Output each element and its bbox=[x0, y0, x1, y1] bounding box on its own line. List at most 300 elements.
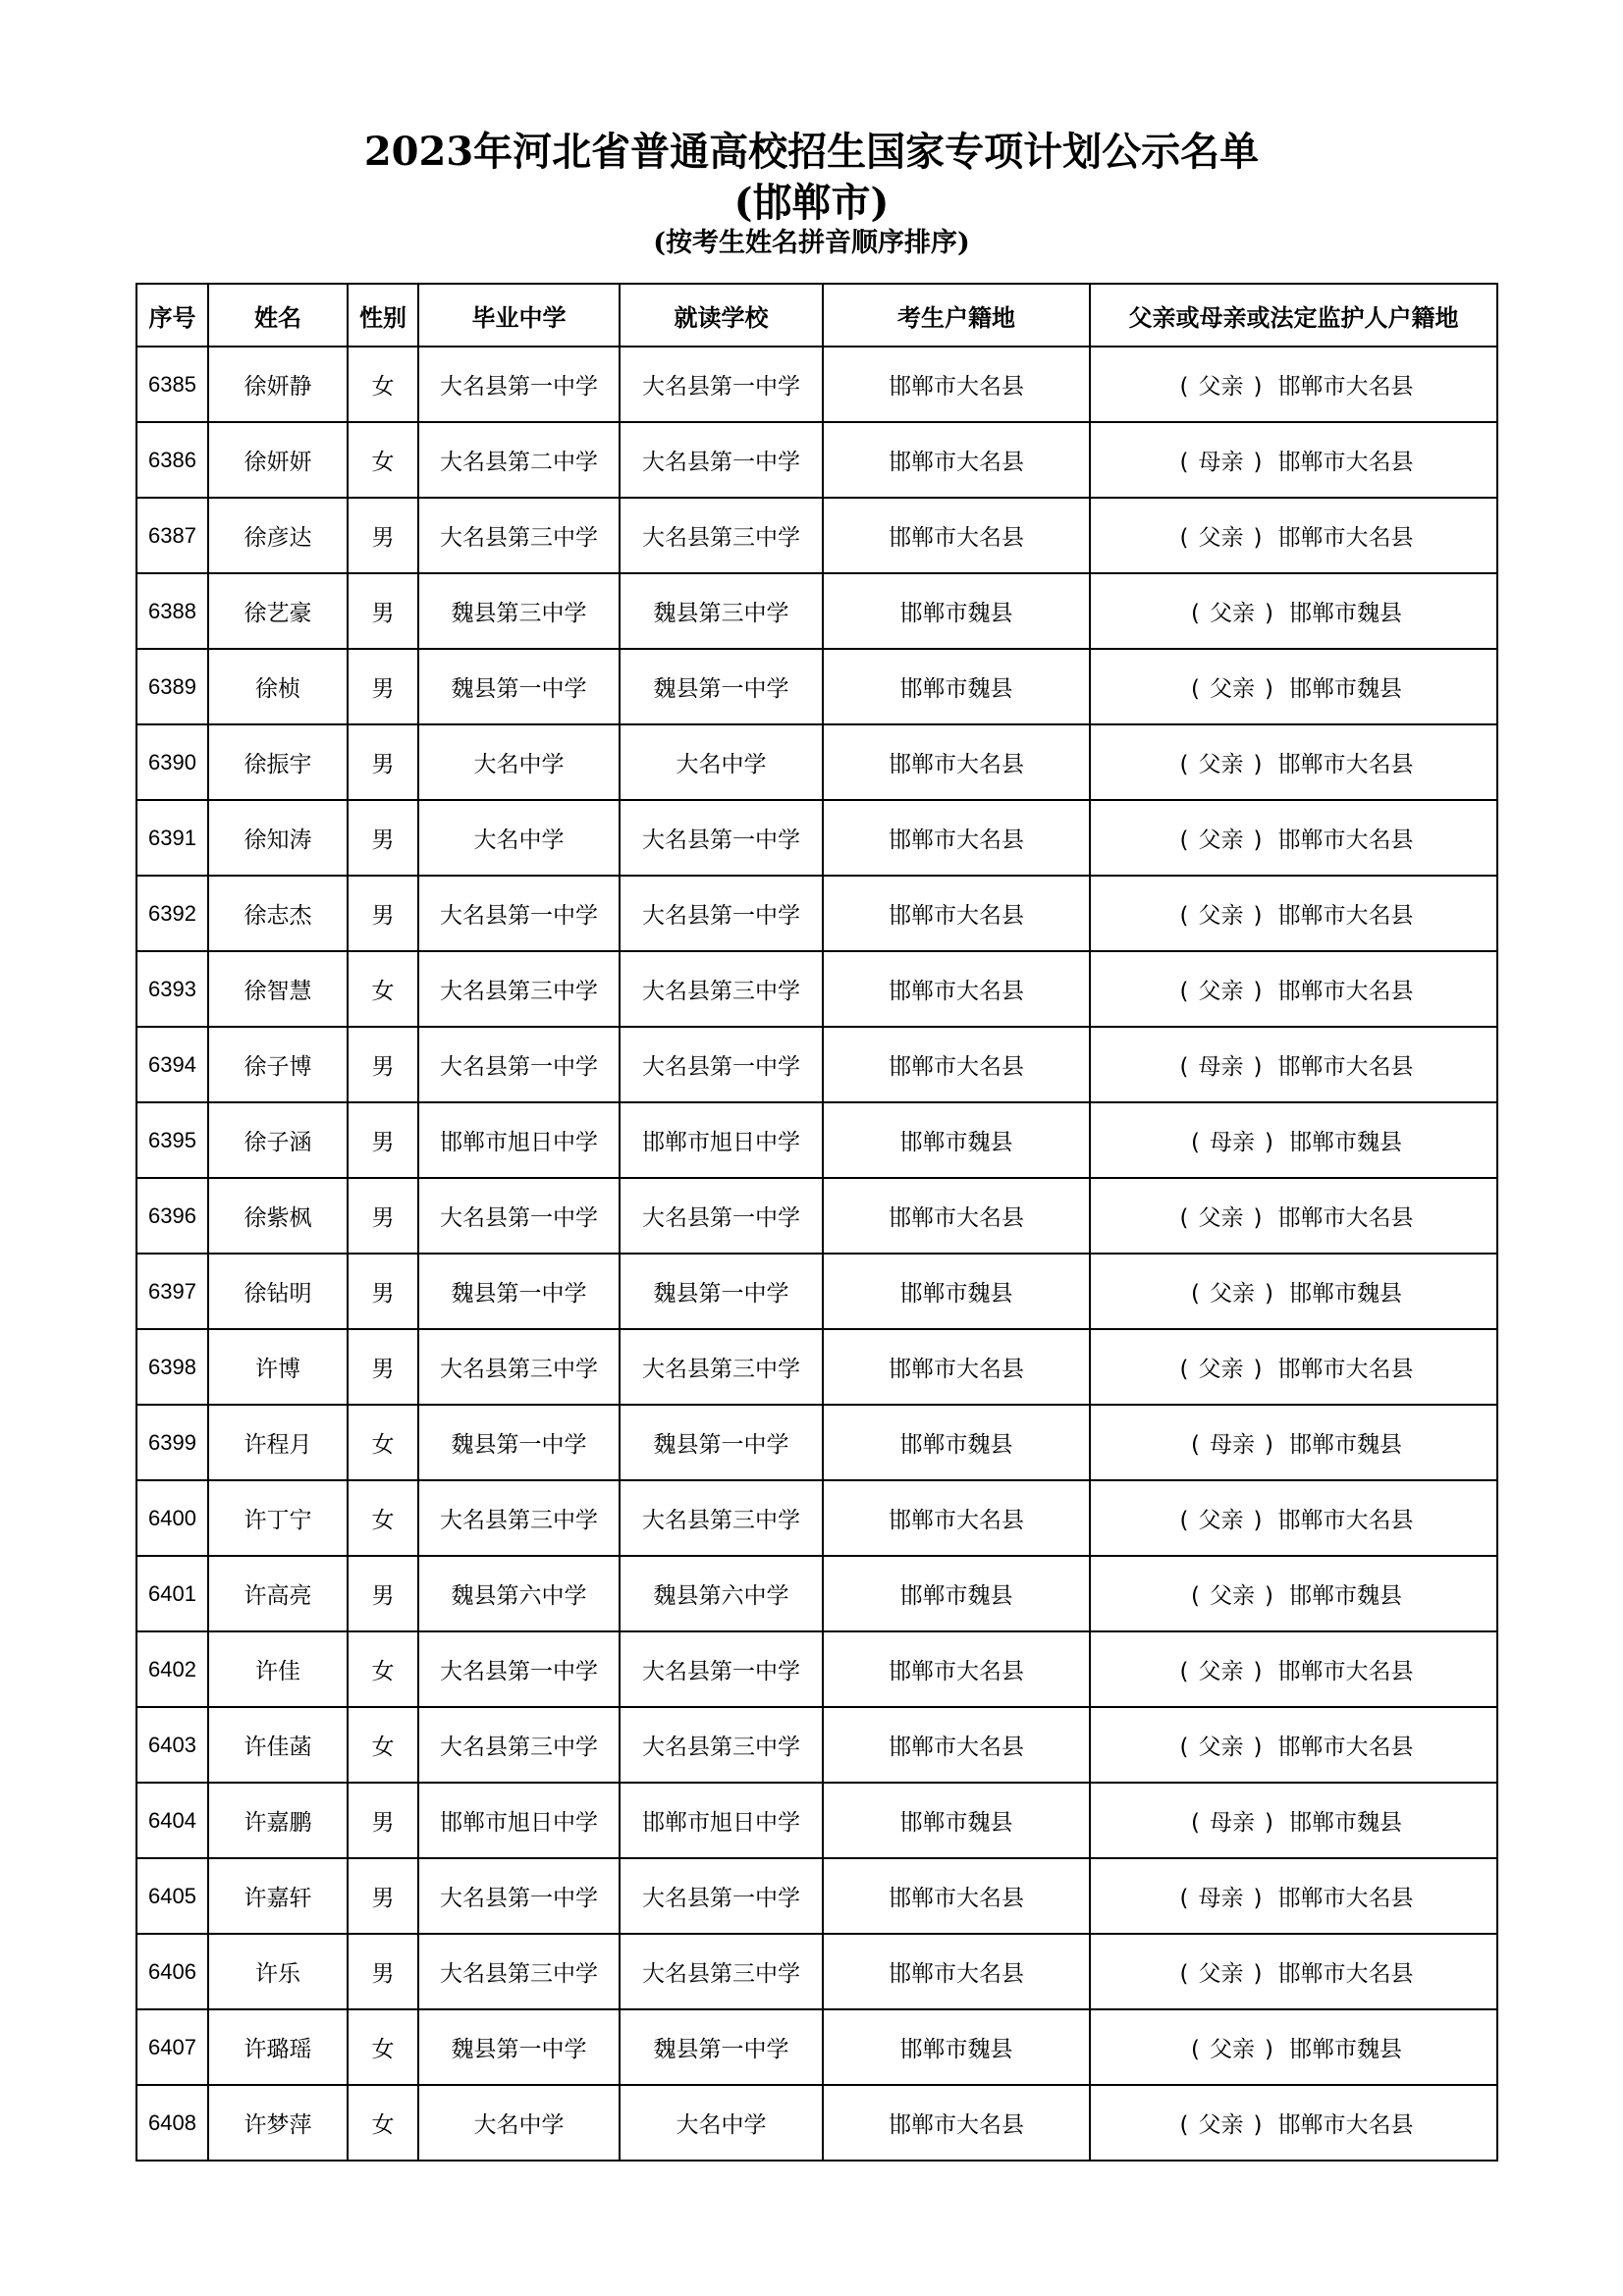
cell-hukou: 邯郸市魏县 bbox=[823, 1254, 1090, 1329]
cell-current-school: 大名县第一中学 bbox=[620, 422, 823, 498]
guardian-relation: 父亲 bbox=[1210, 1281, 1255, 1307]
guardian-hukou: 邯郸市大名县 bbox=[1277, 1659, 1414, 1684]
guardian-relation: 父亲 bbox=[1210, 2037, 1255, 2062]
guardian-hukou: 邯郸市魏县 bbox=[1288, 1281, 1402, 1307]
cell-gender: 男 bbox=[348, 876, 418, 951]
guardian-paren-close: ) bbox=[1265, 1281, 1273, 1307]
cell-no: 6387 bbox=[136, 498, 208, 573]
table-row bbox=[136, 1405, 1497, 1480]
guardian-relation: 父亲 bbox=[1210, 676, 1255, 702]
guardian-paren-open: ( bbox=[1179, 374, 1189, 400]
guardian-paren-open: ( bbox=[1179, 450, 1189, 475]
guardian-hukou: 邯郸市大名县 bbox=[1277, 374, 1414, 400]
guardian-hukou: 邯郸市大名县 bbox=[1277, 752, 1414, 777]
guardian-relation: 母亲 bbox=[1210, 1130, 1255, 1155]
guardian-hukou: 邯郸市大名县 bbox=[1277, 1961, 1414, 1987]
table-row bbox=[136, 1783, 1497, 1858]
cell-no: 6404 bbox=[136, 1783, 208, 1858]
guardian-hukou: 邯郸市魏县 bbox=[1288, 1432, 1402, 1458]
table-row bbox=[136, 1027, 1497, 1102]
cell-current-school: 大名县第一中学 bbox=[620, 1858, 823, 1934]
table-row bbox=[136, 1707, 1497, 1783]
guardian-hukou: 邯郸市大名县 bbox=[1277, 525, 1414, 551]
header-guardian-hukou: 父亲或母亲或法定监护人户籍地 bbox=[1090, 284, 1497, 347]
cell-gender: 男 bbox=[348, 498, 418, 573]
cell-no: 6392 bbox=[136, 876, 208, 951]
cell-current-school: 大名县第三中学 bbox=[620, 1934, 823, 2009]
guardian-paren-close: ) bbox=[1253, 1508, 1263, 1533]
guardian-relation: 父亲 bbox=[1210, 601, 1255, 626]
guardian-paren-close: ) bbox=[1253, 1357, 1263, 1382]
cell-name: 许嘉鹏 bbox=[208, 1783, 348, 1858]
cell-no: 6406 bbox=[136, 1934, 208, 2009]
table-row bbox=[136, 422, 1497, 498]
table-row bbox=[136, 1631, 1497, 1707]
cell-gender: 男 bbox=[348, 1329, 418, 1405]
cell-guardian bbox=[1090, 1631, 1497, 1707]
cell-grad-school: 大名县第二中学 bbox=[418, 422, 620, 498]
cell-gender: 女 bbox=[348, 1631, 418, 1707]
guardian-hukou: 邯郸市魏县 bbox=[1288, 2037, 1402, 2062]
cell-hukou: 邯郸市魏县 bbox=[823, 2009, 1090, 2085]
cell-name: 许乐 bbox=[208, 1934, 348, 2009]
guardian-relation: 父亲 bbox=[1198, 2112, 1244, 2138]
guardian-paren-open: ( bbox=[1179, 1961, 1189, 1987]
cell-no: 6408 bbox=[136, 2085, 208, 2161]
cell-grad-school: 魏县第一中学 bbox=[418, 649, 620, 724]
table-row bbox=[136, 1254, 1497, 1329]
cell-current-school: 邯郸市旭日中学 bbox=[620, 1102, 823, 1178]
header-current-school: 就读学校 bbox=[620, 284, 823, 347]
cell-current-school: 大名县第一中学 bbox=[620, 1178, 823, 1254]
cell-name: 许程月 bbox=[208, 1405, 348, 1480]
cell-guardian bbox=[1090, 1178, 1497, 1254]
cell-hukou: 邯郸市大名县 bbox=[823, 1178, 1090, 1254]
cell-gender: 女 bbox=[348, 422, 418, 498]
cell-no: 6405 bbox=[136, 1858, 208, 1934]
table-row bbox=[136, 1102, 1497, 1178]
cell-name: 徐紫枫 bbox=[208, 1178, 348, 1254]
header-no: 序号 bbox=[136, 284, 208, 347]
cell-grad-school: 魏县第一中学 bbox=[418, 1254, 620, 1329]
guardian-paren-close: ) bbox=[1253, 1886, 1263, 1911]
guardian-paren-close: ) bbox=[1253, 1961, 1263, 1987]
cell-name: 徐彦达 bbox=[208, 498, 348, 573]
guardian-relation: 父亲 bbox=[1198, 903, 1244, 929]
cell-name: 徐子涵 bbox=[208, 1102, 348, 1178]
cell-hukou: 邯郸市大名县 bbox=[823, 1858, 1090, 1934]
cell-hukou: 邯郸市大名县 bbox=[823, 2085, 1090, 2161]
cell-guardian bbox=[1090, 724, 1497, 800]
cell-gender: 女 bbox=[348, 2009, 418, 2085]
cell-name: 徐智慧 bbox=[208, 951, 348, 1027]
cell-current-school: 大名县第一中学 bbox=[620, 876, 823, 951]
cell-guardian bbox=[1090, 422, 1497, 498]
cell-grad-school: 大名中学 bbox=[418, 724, 620, 800]
cell-grad-school: 大名中学 bbox=[418, 2085, 620, 2161]
table-body bbox=[136, 347, 1497, 2161]
guardian-hukou: 邯郸市大名县 bbox=[1277, 1735, 1414, 1760]
cell-gender: 女 bbox=[348, 1480, 418, 1556]
guardian-paren-open: ( bbox=[1179, 1357, 1189, 1382]
cell-name: 许璐瑶 bbox=[208, 2009, 348, 2085]
cell-name: 徐桢 bbox=[208, 649, 348, 724]
cell-guardian bbox=[1090, 800, 1497, 876]
roster-table bbox=[135, 283, 1498, 2162]
guardian-paren-close: ) bbox=[1253, 1205, 1263, 1231]
cell-guardian bbox=[1090, 2085, 1497, 2161]
cell-name: 徐艺豪 bbox=[208, 573, 348, 649]
cell-name: 徐妍静 bbox=[208, 347, 348, 422]
cell-hukou: 邯郸市大名县 bbox=[823, 1329, 1090, 1405]
table-row bbox=[136, 347, 1497, 422]
table-row bbox=[136, 2085, 1497, 2161]
cell-grad-school: 大名县第三中学 bbox=[418, 1480, 620, 1556]
cell-grad-school: 魏县第一中学 bbox=[418, 1405, 620, 1480]
cell-grad-school: 邯郸市旭日中学 bbox=[418, 1783, 620, 1858]
cell-current-school: 大名县第三中学 bbox=[620, 498, 823, 573]
guardian-paren-open: ( bbox=[1179, 1205, 1189, 1231]
cell-name: 徐钻明 bbox=[208, 1254, 348, 1329]
cell-grad-school: 大名县第一中学 bbox=[418, 1178, 620, 1254]
guardian-relation: 父亲 bbox=[1198, 979, 1244, 1004]
cell-hukou: 邯郸市魏县 bbox=[823, 573, 1090, 649]
guardian-hukou: 邯郸市大名县 bbox=[1277, 1357, 1414, 1382]
cell-grad-school: 大名县第三中学 bbox=[418, 951, 620, 1027]
cell-current-school: 大名县第三中学 bbox=[620, 1329, 823, 1405]
guardian-paren-close: ) bbox=[1265, 1810, 1273, 1836]
cell-hukou: 邯郸市大名县 bbox=[823, 1027, 1090, 1102]
guardian-paren-open: ( bbox=[1179, 979, 1189, 1004]
cell-gender: 女 bbox=[348, 2085, 418, 2161]
guardian-hukou: 邯郸市大名县 bbox=[1277, 1054, 1414, 1080]
cell-hukou: 邯郸市大名县 bbox=[823, 498, 1090, 573]
guardian-paren-open: ( bbox=[1179, 903, 1189, 929]
guardian-paren-open: ( bbox=[1179, 1735, 1189, 1760]
cell-hukou: 邯郸市魏县 bbox=[823, 1783, 1090, 1858]
guardian-paren-close: ) bbox=[1253, 1659, 1263, 1684]
guardian-relation: 父亲 bbox=[1198, 1659, 1244, 1684]
cell-gender: 女 bbox=[348, 1707, 418, 1783]
cell-hukou: 邯郸市大名县 bbox=[823, 1480, 1090, 1556]
table-row bbox=[136, 1480, 1497, 1556]
cell-gender: 男 bbox=[348, 1102, 418, 1178]
guardian-paren-open: ( bbox=[1191, 676, 1200, 702]
cell-hukou: 邯郸市大名县 bbox=[823, 347, 1090, 422]
cell-current-school: 大名县第三中学 bbox=[620, 951, 823, 1027]
guardian-relation: 父亲 bbox=[1198, 752, 1244, 777]
guardian-paren-open: ( bbox=[1191, 601, 1200, 626]
cell-grad-school: 大名县第三中学 bbox=[418, 1707, 620, 1783]
cell-guardian bbox=[1090, 1254, 1497, 1329]
guardian-paren-close: ) bbox=[1253, 903, 1263, 929]
header-hukou: 考生户籍地 bbox=[823, 284, 1090, 347]
guardian-relation: 父亲 bbox=[1198, 1508, 1244, 1533]
cell-hukou: 邯郸市大名县 bbox=[823, 724, 1090, 800]
cell-guardian bbox=[1090, 649, 1497, 724]
guardian-paren-open: ( bbox=[1191, 2037, 1200, 2062]
guardian-paren-close: ) bbox=[1253, 525, 1263, 551]
guardian-paren-open: ( bbox=[1179, 752, 1189, 777]
guardian-relation: 父亲 bbox=[1198, 828, 1244, 853]
cell-gender: 男 bbox=[348, 1556, 418, 1631]
guardian-hukou: 邯郸市大名县 bbox=[1277, 450, 1414, 475]
cell-guardian bbox=[1090, 876, 1497, 951]
guardian-paren-close: ) bbox=[1265, 1583, 1273, 1609]
cell-guardian bbox=[1090, 1102, 1497, 1178]
cell-guardian bbox=[1090, 2009, 1497, 2085]
cell-current-school: 大名县第一中学 bbox=[620, 1631, 823, 1707]
guardian-paren-close: ) bbox=[1265, 601, 1273, 626]
cell-guardian bbox=[1090, 1027, 1497, 1102]
cell-guardian bbox=[1090, 1556, 1497, 1631]
cell-current-school: 魏县第一中学 bbox=[620, 1254, 823, 1329]
guardian-hukou: 邯郸市魏县 bbox=[1288, 676, 1402, 702]
cell-current-school: 大名中学 bbox=[620, 724, 823, 800]
guardian-relation: 父亲 bbox=[1198, 525, 1244, 551]
guardian-paren-open: ( bbox=[1191, 1810, 1200, 1836]
guardian-relation: 父亲 bbox=[1198, 1357, 1244, 1382]
cell-grad-school: 大名县第三中学 bbox=[418, 1329, 620, 1405]
table-row bbox=[136, 876, 1497, 951]
cell-no: 6393 bbox=[136, 951, 208, 1027]
table-row bbox=[136, 573, 1497, 649]
cell-guardian bbox=[1090, 951, 1497, 1027]
cell-current-school: 邯郸市旭日中学 bbox=[620, 1783, 823, 1858]
cell-hukou: 邯郸市魏县 bbox=[823, 1556, 1090, 1631]
table-row bbox=[136, 800, 1497, 876]
table-row bbox=[136, 1934, 1497, 2009]
cell-guardian bbox=[1090, 1858, 1497, 1934]
guardian-relation: 父亲 bbox=[1198, 1735, 1244, 1760]
header-name: 姓名 bbox=[208, 284, 348, 347]
cell-name: 徐子博 bbox=[208, 1027, 348, 1102]
cell-hukou: 邯郸市大名县 bbox=[823, 422, 1090, 498]
cell-no: 6395 bbox=[136, 1102, 208, 1178]
guardian-paren-open: ( bbox=[1191, 1130, 1200, 1155]
cell-grad-school: 大名县第三中学 bbox=[418, 1934, 620, 2009]
cell-grad-school: 邯郸市旭日中学 bbox=[418, 1102, 620, 1178]
cell-hukou: 邯郸市魏县 bbox=[823, 649, 1090, 724]
guardian-paren-open: ( bbox=[1179, 828, 1189, 853]
cell-hukou: 邯郸市魏县 bbox=[823, 1102, 1090, 1178]
cell-current-school: 大名县第一中学 bbox=[620, 800, 823, 876]
cell-current-school: 魏县第一中学 bbox=[620, 1405, 823, 1480]
cell-grad-school: 魏县第一中学 bbox=[418, 2009, 620, 2085]
cell-no: 6400 bbox=[136, 1480, 208, 1556]
cell-no: 6394 bbox=[136, 1027, 208, 1102]
document-title: 2023年河北省普通高校招生国家专项计划公示名单 bbox=[363, 129, 1260, 175]
guardian-paren-close: ) bbox=[1253, 828, 1263, 853]
document-sort-note: (按考生姓名拼音顺序排序) bbox=[653, 228, 970, 258]
guardian-paren-open: ( bbox=[1191, 1432, 1200, 1458]
document-city: (邯郸市) bbox=[733, 180, 890, 226]
cell-hukou: 邯郸市大名县 bbox=[823, 951, 1090, 1027]
cell-guardian bbox=[1090, 1783, 1497, 1858]
table-header bbox=[136, 284, 1497, 347]
guardian-hukou: 邯郸市大名县 bbox=[1277, 979, 1414, 1004]
guardian-paren-open: ( bbox=[1191, 1281, 1200, 1307]
table-row bbox=[136, 649, 1497, 724]
guardian-paren-close: ) bbox=[1253, 1054, 1263, 1080]
guardian-paren-open: ( bbox=[1191, 1583, 1200, 1609]
cell-guardian bbox=[1090, 1405, 1497, 1480]
cell-no: 6407 bbox=[136, 2009, 208, 2085]
cell-gender: 男 bbox=[348, 649, 418, 724]
table-row bbox=[136, 1556, 1497, 1631]
table-row bbox=[136, 1329, 1497, 1405]
table-row bbox=[136, 1858, 1497, 1934]
header-row bbox=[136, 284, 1497, 347]
guardian-relation: 母亲 bbox=[1210, 1810, 1255, 1836]
guardian-hukou: 邯郸市魏县 bbox=[1288, 1810, 1402, 1836]
guardian-hukou: 邯郸市大名县 bbox=[1277, 903, 1414, 929]
cell-grad-school: 魏县第六中学 bbox=[418, 1556, 620, 1631]
guardian-hukou: 邯郸市大名县 bbox=[1277, 1508, 1414, 1533]
cell-hukou: 邯郸市大名县 bbox=[823, 800, 1090, 876]
guardian-paren-close: ) bbox=[1253, 374, 1263, 400]
header-gender: 性别 bbox=[348, 284, 418, 347]
guardian-paren-open: ( bbox=[1179, 525, 1189, 551]
cell-name: 许博 bbox=[208, 1329, 348, 1405]
cell-no: 6386 bbox=[136, 422, 208, 498]
cell-guardian bbox=[1090, 1329, 1497, 1405]
cell-guardian bbox=[1090, 347, 1497, 422]
guardian-hukou: 邯郸市大名县 bbox=[1277, 1886, 1414, 1911]
table-row bbox=[136, 2009, 1497, 2085]
guardian-relation: 父亲 bbox=[1198, 374, 1244, 400]
cell-no: 6391 bbox=[136, 800, 208, 876]
cell-gender: 男 bbox=[348, 573, 418, 649]
guardian-relation: 母亲 bbox=[1210, 1432, 1255, 1458]
cell-grad-school: 大名中学 bbox=[418, 800, 620, 876]
guardian-paren-close: ) bbox=[1265, 676, 1273, 702]
cell-hukou: 邯郸市大名县 bbox=[823, 1631, 1090, 1707]
guardian-relation: 母亲 bbox=[1198, 1886, 1244, 1911]
guardian-hukou: 邯郸市大名县 bbox=[1277, 828, 1414, 853]
guardian-hukou: 邯郸市大名县 bbox=[1277, 2112, 1414, 2138]
cell-current-school: 大名县第一中学 bbox=[620, 347, 823, 422]
guardian-relation: 母亲 bbox=[1198, 450, 1244, 475]
guardian-paren-close: ) bbox=[1253, 979, 1263, 1004]
guardian-hukou: 邯郸市大名县 bbox=[1277, 1205, 1414, 1231]
guardian-paren-open: ( bbox=[1179, 1054, 1189, 1080]
cell-hukou: 邯郸市大名县 bbox=[823, 1934, 1090, 2009]
cell-name: 许高亮 bbox=[208, 1556, 348, 1631]
cell-name: 许佳菡 bbox=[208, 1707, 348, 1783]
guardian-paren-open: ( bbox=[1179, 1508, 1189, 1533]
cell-grad-school: 大名县第一中学 bbox=[418, 347, 620, 422]
cell-gender: 男 bbox=[348, 800, 418, 876]
cell-gender: 男 bbox=[348, 1178, 418, 1254]
cell-grad-school: 大名县第三中学 bbox=[418, 498, 620, 573]
cell-gender: 男 bbox=[348, 1783, 418, 1858]
cell-name: 徐振宇 bbox=[208, 724, 348, 800]
cell-gender: 女 bbox=[348, 1405, 418, 1480]
guardian-hukou: 邯郸市魏县 bbox=[1288, 1130, 1402, 1155]
cell-name: 徐志杰 bbox=[208, 876, 348, 951]
cell-gender: 男 bbox=[348, 724, 418, 800]
cell-gender: 女 bbox=[348, 347, 418, 422]
guardian-paren-close: ) bbox=[1253, 752, 1263, 777]
cell-no: 6403 bbox=[136, 1707, 208, 1783]
cell-name: 徐知涛 bbox=[208, 800, 348, 876]
cell-guardian bbox=[1090, 1480, 1497, 1556]
header-grad-school: 毕业中学 bbox=[418, 284, 620, 347]
cell-grad-school: 大名县第一中学 bbox=[418, 1858, 620, 1934]
guardian-paren-close: ) bbox=[1265, 1432, 1273, 1458]
cell-no: 6399 bbox=[136, 1405, 208, 1480]
cell-name: 许梦萍 bbox=[208, 2085, 348, 2161]
cell-name: 徐妍妍 bbox=[208, 422, 348, 498]
cell-no: 6397 bbox=[136, 1254, 208, 1329]
cell-current-school: 魏县第三中学 bbox=[620, 573, 823, 649]
guardian-paren-close: ) bbox=[1253, 450, 1263, 475]
guardian-relation: 父亲 bbox=[1198, 1205, 1244, 1231]
table-row bbox=[136, 498, 1497, 573]
cell-gender: 男 bbox=[348, 1934, 418, 2009]
cell-current-school: 魏县第一中学 bbox=[620, 649, 823, 724]
cell-hukou: 邯郸市大名县 bbox=[823, 1707, 1090, 1783]
guardian-relation: 父亲 bbox=[1210, 1583, 1255, 1609]
guardian-paren-close: ) bbox=[1253, 1735, 1263, 1760]
guardian-relation: 母亲 bbox=[1198, 1054, 1244, 1080]
cell-name: 许嘉轩 bbox=[208, 1858, 348, 1934]
cell-no: 6385 bbox=[136, 347, 208, 422]
cell-name: 许丁宁 bbox=[208, 1480, 348, 1556]
guardian-paren-open: ( bbox=[1179, 2112, 1189, 2138]
guardian-relation: 父亲 bbox=[1198, 1961, 1244, 1987]
cell-gender: 男 bbox=[348, 1027, 418, 1102]
cell-current-school: 大名中学 bbox=[620, 2085, 823, 2161]
cell-guardian bbox=[1090, 1934, 1497, 2009]
cell-current-school: 魏县第一中学 bbox=[620, 2009, 823, 2085]
cell-grad-school: 大名县第一中学 bbox=[418, 1027, 620, 1102]
guardian-paren-open: ( bbox=[1179, 1886, 1189, 1911]
cell-no: 6389 bbox=[136, 649, 208, 724]
cell-grad-school: 大名县第一中学 bbox=[418, 1631, 620, 1707]
cell-grad-school: 大名县第一中学 bbox=[418, 876, 620, 951]
cell-no: 6402 bbox=[136, 1631, 208, 1707]
table-row bbox=[136, 724, 1497, 800]
cell-guardian bbox=[1090, 1707, 1497, 1783]
cell-gender: 男 bbox=[348, 1858, 418, 1934]
cell-guardian bbox=[1090, 573, 1497, 649]
cell-grad-school: 魏县第三中学 bbox=[418, 573, 620, 649]
cell-gender: 女 bbox=[348, 951, 418, 1027]
table-row bbox=[136, 1178, 1497, 1254]
cell-no: 6401 bbox=[136, 1556, 208, 1631]
cell-no: 6398 bbox=[136, 1329, 208, 1405]
cell-current-school: 大名县第一中学 bbox=[620, 1027, 823, 1102]
cell-hukou: 邯郸市大名县 bbox=[823, 876, 1090, 951]
cell-no: 6388 bbox=[136, 573, 208, 649]
guardian-hukou: 邯郸市魏县 bbox=[1288, 1583, 1402, 1609]
cell-gender: 男 bbox=[348, 1254, 418, 1329]
cell-no: 6396 bbox=[136, 1178, 208, 1254]
cell-name: 许佳 bbox=[208, 1631, 348, 1707]
cell-current-school: 大名县第三中学 bbox=[620, 1707, 823, 1783]
cell-current-school: 大名县第三中学 bbox=[620, 1480, 823, 1556]
guardian-paren-close: ) bbox=[1265, 2037, 1273, 2062]
guardian-paren-close: ) bbox=[1265, 1130, 1273, 1155]
guardian-paren-open: ( bbox=[1179, 1659, 1189, 1684]
cell-no: 6390 bbox=[136, 724, 208, 800]
cell-current-school: 魏县第六中学 bbox=[620, 1556, 823, 1631]
cell-guardian bbox=[1090, 498, 1497, 573]
cell-hukou: 邯郸市魏县 bbox=[823, 1405, 1090, 1480]
guardian-hukou: 邯郸市魏县 bbox=[1288, 601, 1402, 626]
